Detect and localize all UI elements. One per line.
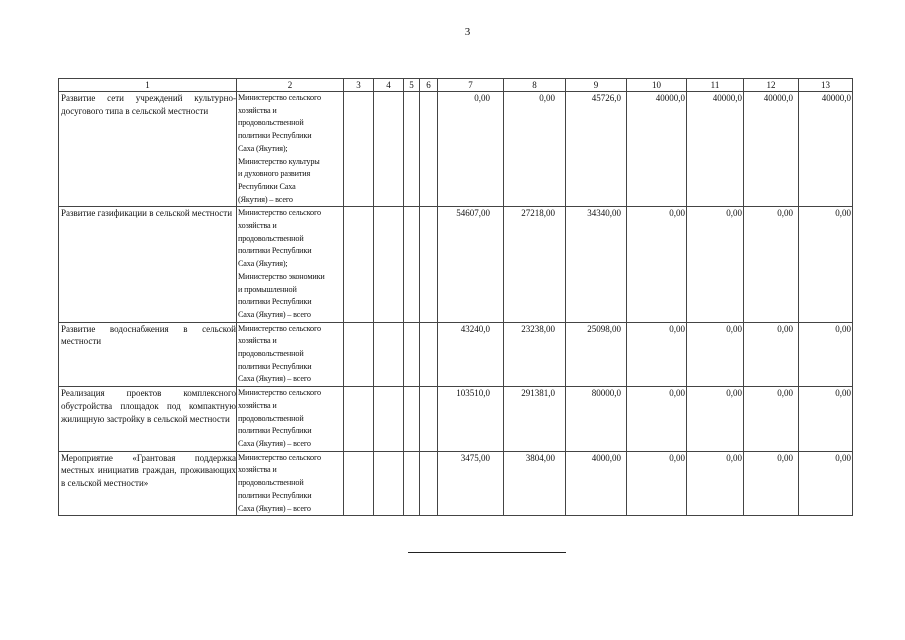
executor-line: политики Республики [238, 131, 312, 141]
executor-line: Министерство сельского [238, 452, 321, 462]
executor-cell [237, 92, 344, 207]
executor-line: продовольственной [238, 349, 304, 359]
table-row [59, 387, 853, 452]
value-cell: 3475,00 [438, 451, 504, 516]
executor-line: продовольственной [238, 118, 304, 128]
value-cell: 0,00 [627, 451, 687, 516]
value-cell: 0,00 [627, 387, 687, 452]
executor-line: Министерство сельского [238, 208, 321, 218]
measure-name: Мероприятие «Грантовая поддержка местных инициатив граждан, проживающих в сельской местности» [59, 451, 237, 516]
table-row [59, 207, 853, 322]
value-cell [420, 387, 438, 452]
value-cell [404, 322, 420, 387]
value-cell: 291381,0 [504, 387, 566, 452]
value-cell: 0,00 [799, 387, 853, 452]
table-row [59, 322, 853, 387]
value-cell: 4000,00 [566, 451, 627, 516]
value-cell [344, 322, 374, 387]
value-cell [404, 92, 420, 207]
executor-line: политики Республики [238, 490, 312, 500]
value-cell: 3804,00 [504, 451, 566, 516]
value-cell: 0,00 [687, 322, 744, 387]
executor-line: политики Республики [238, 246, 312, 256]
value-cell: 25098,00 [566, 322, 627, 387]
value-cell: 0,00 [438, 92, 504, 207]
value-cell [420, 207, 438, 322]
column-number-cell: 2 [237, 79, 344, 92]
value-cell [404, 207, 420, 322]
measure-name: Развитие сети учреждений культурно-досугового типа в сельской местности [59, 92, 237, 207]
executor-cell [237, 322, 344, 387]
executor-line: хозяйства и [238, 105, 277, 115]
value-cell: 40000,0 [687, 92, 744, 207]
value-cell: 40000,0 [799, 92, 853, 207]
value-cell: 0,00 [687, 451, 744, 516]
executor-line: (Якутия) – всего [238, 194, 293, 204]
bottom-rule [408, 552, 566, 553]
value-cell: 0,00 [687, 387, 744, 452]
column-number-cell: 4 [374, 79, 404, 92]
value-cell [374, 92, 404, 207]
value-cell: 0,00 [627, 207, 687, 322]
executor-line: Министерство сельского [238, 388, 321, 398]
measure-name: Развитие газификации в сельской местности [59, 207, 237, 322]
executor-line: Республики Саха [238, 181, 296, 191]
executor-line: Саха (Якутия) – всего [238, 309, 311, 319]
column-number-cell: 1 [59, 79, 237, 92]
executor-cell [237, 207, 344, 322]
value-cell [420, 92, 438, 207]
executor-line: политики Республики [238, 361, 312, 371]
executor-line: хозяйства и [238, 400, 277, 410]
value-cell: 0,00 [504, 92, 566, 207]
column-number-cell: 9 [566, 79, 627, 92]
value-cell: 40000,0 [627, 92, 687, 207]
value-cell [374, 451, 404, 516]
executor-line: хозяйства и [238, 465, 277, 475]
value-cell: 34340,00 [566, 207, 627, 322]
column-number-cell: 13 [799, 79, 853, 92]
value-cell: 0,00 [627, 322, 687, 387]
executor-line: Саха (Якутия) – всего [238, 374, 311, 384]
executor-line: Саха (Якутия) – всего [238, 438, 311, 448]
executor-line: и промышленной [238, 284, 297, 294]
executor-cell [237, 387, 344, 452]
value-cell: 80000,0 [566, 387, 627, 452]
value-cell: 0,00 [744, 451, 799, 516]
executor-line: Министерство культуры [238, 156, 320, 166]
value-cell: 0,00 [799, 207, 853, 322]
value-cell [344, 92, 374, 207]
executor-line: и духовного развития [238, 169, 311, 179]
page-number: 3 [464, 26, 471, 38]
table-row [59, 92, 853, 207]
budget-table [58, 78, 853, 516]
column-number-cell: 11 [687, 79, 744, 92]
column-number-cell: 6 [420, 79, 438, 92]
executor-cell [237, 451, 344, 516]
table-body [59, 92, 853, 516]
executor-line: Министерство экономики [238, 271, 325, 281]
executor-line: политики Республики [238, 426, 312, 436]
executor-line: Саха (Якутия) – всего [238, 503, 311, 513]
value-cell [404, 387, 420, 452]
value-cell: 0,00 [799, 322, 853, 387]
value-cell: 0,00 [744, 207, 799, 322]
column-number-cell: 7 [438, 79, 504, 92]
executor-line: Саха (Якутия); [238, 143, 288, 153]
value-cell [420, 451, 438, 516]
value-cell: 0,00 [687, 207, 744, 322]
value-cell: 0,00 [744, 387, 799, 452]
value-cell [374, 207, 404, 322]
executor-line: хозяйства и [238, 336, 277, 346]
measure-name: Реализация проектов комплексного обустройства площадок под компактную жилищную застройку в сельской местности [59, 387, 237, 452]
column-number-cell: 3 [344, 79, 374, 92]
value-cell [374, 322, 404, 387]
value-cell [420, 322, 438, 387]
value-cell: 103510,0 [438, 387, 504, 452]
column-number-row [59, 79, 853, 92]
value-cell: 23238,00 [504, 322, 566, 387]
column-number-cell: 8 [504, 79, 566, 92]
value-cell: 54607,00 [438, 207, 504, 322]
value-cell: 0,00 [744, 322, 799, 387]
value-cell [344, 451, 374, 516]
value-cell: 40000,0 [744, 92, 799, 207]
value-cell [344, 207, 374, 322]
executor-line: продовольственной [238, 233, 304, 243]
value-cell [344, 387, 374, 452]
executor-line: Министерство сельского [238, 323, 321, 333]
executor-line: Саха (Якутия); [238, 259, 288, 269]
value-cell: 43240,0 [438, 322, 504, 387]
executor-line: хозяйства и [238, 221, 277, 231]
value-cell: 45726,0 [566, 92, 627, 207]
executor-line: политики Республики [238, 297, 312, 307]
measure-name: Развитие водоснабжения в сельской местности [59, 322, 237, 387]
executor-line: Министерство сельского [238, 93, 321, 102]
column-number-cell: 5 [404, 79, 420, 92]
table-row [59, 451, 853, 516]
value-cell: 0,00 [799, 451, 853, 516]
value-cell [404, 451, 420, 516]
value-cell: 27218,00 [504, 207, 566, 322]
value-cell [374, 387, 404, 452]
column-number-cell: 12 [744, 79, 799, 92]
executor-line: продовольственной [238, 478, 304, 488]
executor-line: продовольственной [238, 413, 304, 423]
column-number-cell: 10 [627, 79, 687, 92]
